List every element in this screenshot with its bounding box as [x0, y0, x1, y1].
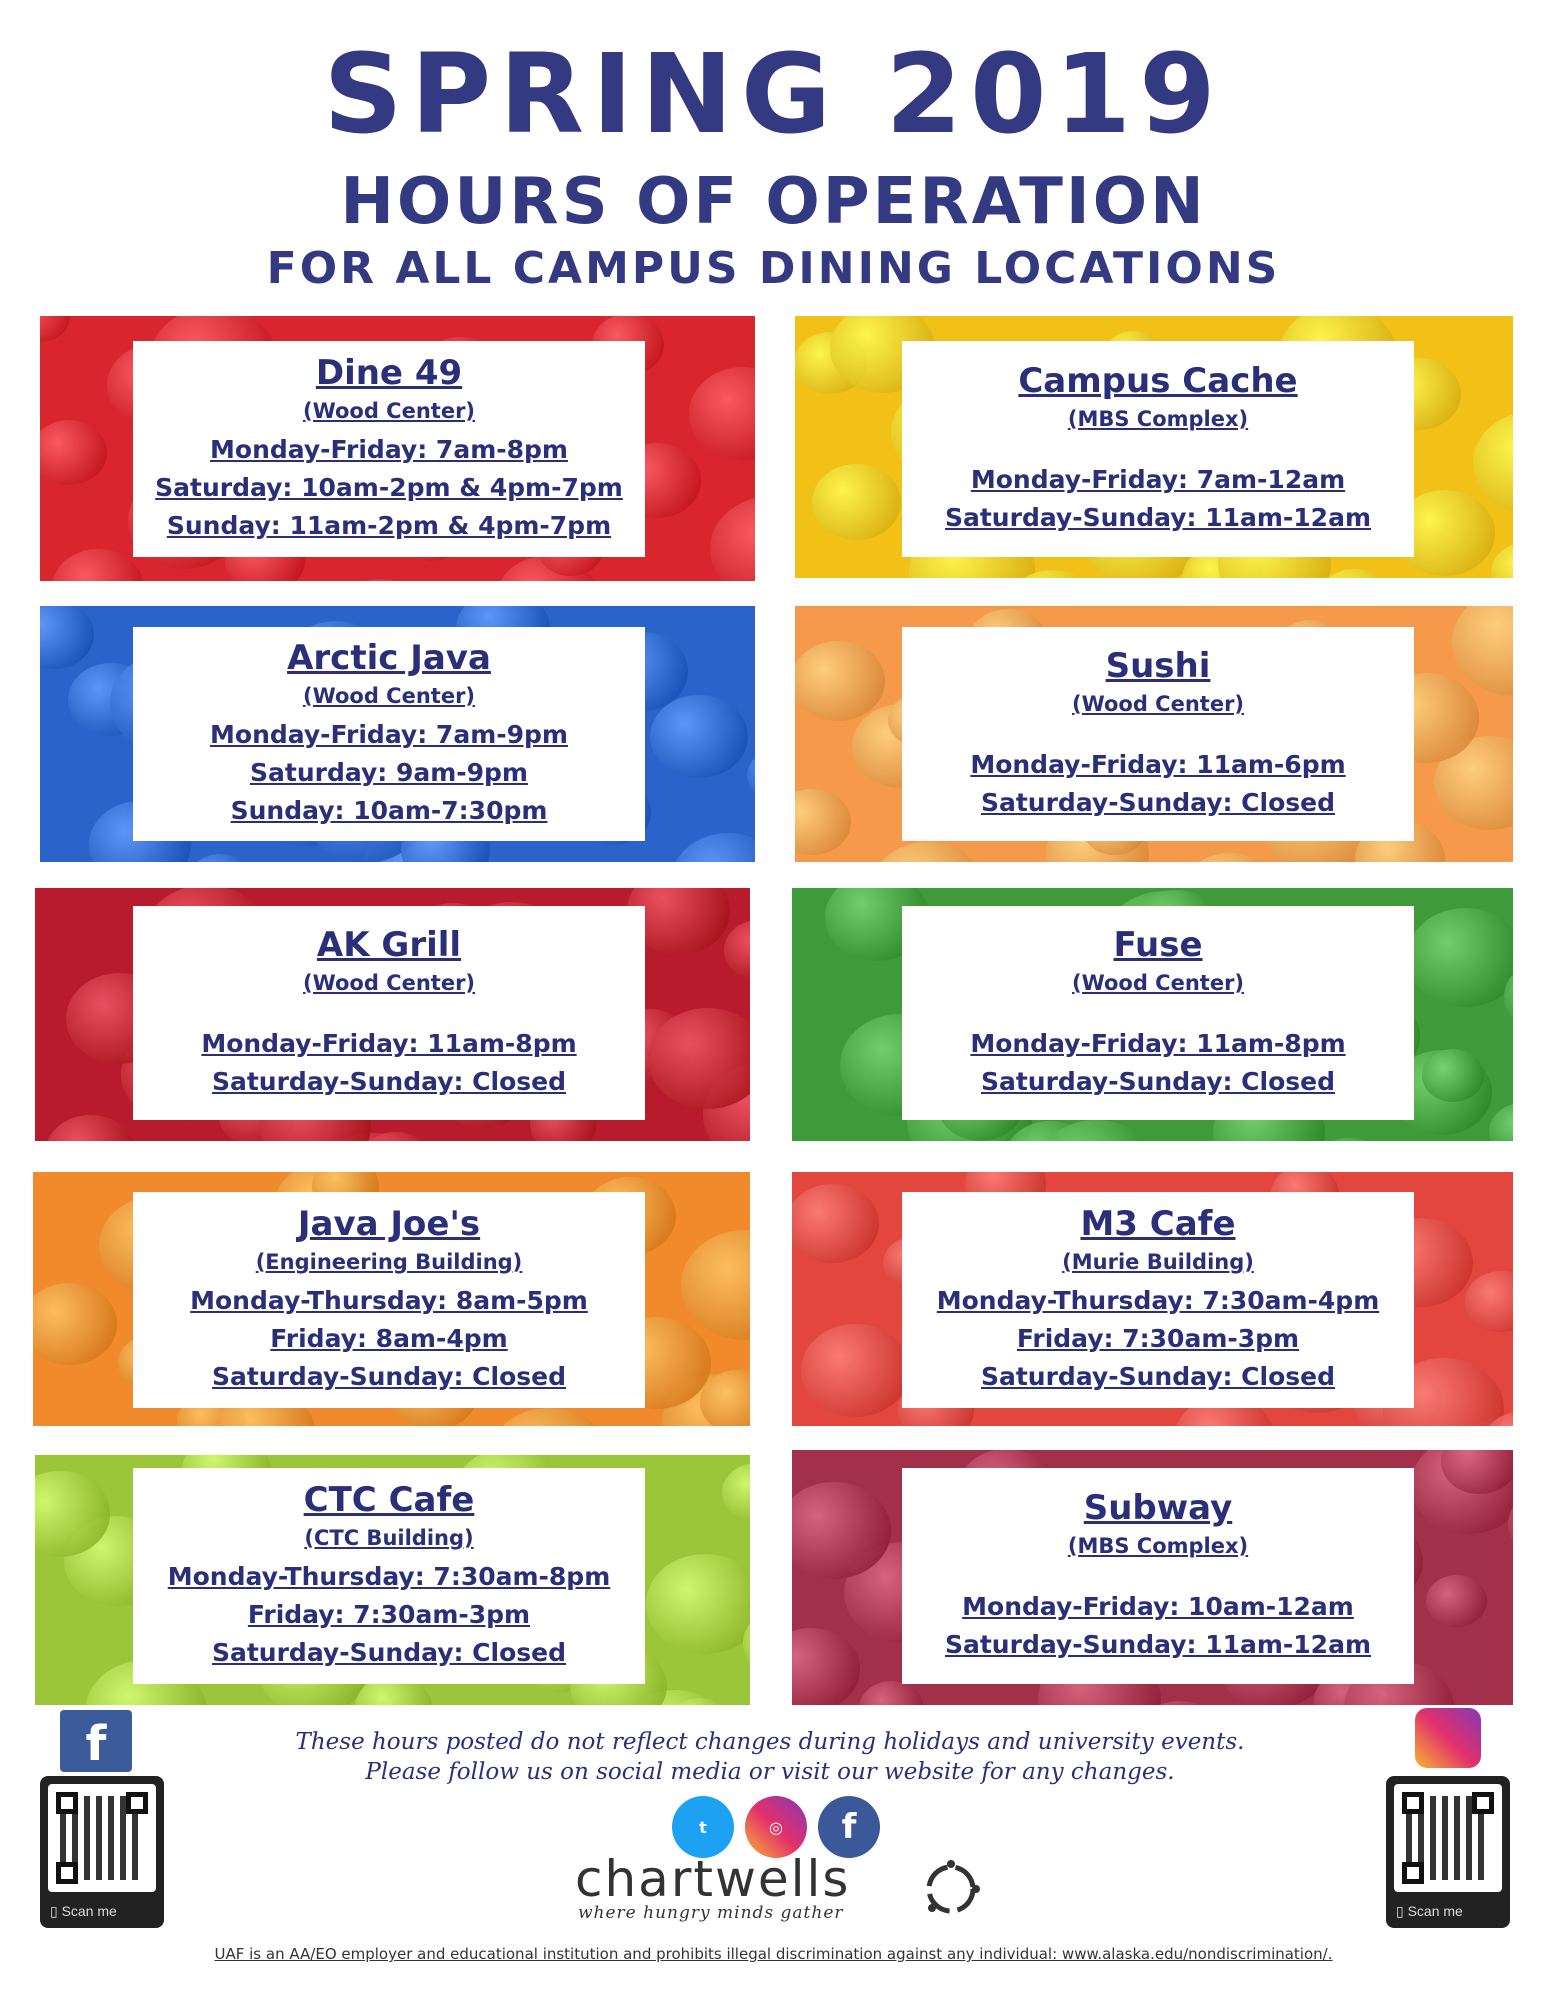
facebook-icon[interactable]: f — [818, 1796, 880, 1858]
location-hours: Saturday: 10am-2pm & 4pm-7pm — [155, 473, 623, 502]
fruit-texture — [1452, 606, 1513, 696]
location-name: AK Grill — [316, 925, 462, 965]
location-name: Dine 49 — [315, 353, 463, 393]
location-hours: Saturday-Sunday: Closed — [980, 1067, 1336, 1096]
note-line-1: These hours posted do not reflect changes during holidays and university events. — [295, 1729, 1245, 1755]
location-card — [133, 341, 645, 557]
fruit-texture — [1422, 1049, 1484, 1102]
location-name: M3 Cafe — [1080, 1204, 1236, 1244]
fruit-texture — [1407, 908, 1513, 1007]
location-building: (Wood Center) — [302, 971, 476, 995]
location-hours: Saturday-Sunday: Closed — [980, 1362, 1336, 1391]
fruit-texture — [795, 641, 885, 721]
location-building: (Wood Center) — [1071, 971, 1245, 995]
location-name: Java Joe's — [297, 1204, 481, 1244]
location-hours: Friday: 7:30am-3pm — [247, 1600, 531, 1629]
page-title: SPRING 2019 — [323, 30, 1224, 158]
location-card — [902, 1468, 1414, 1684]
location-hours: Monday-Friday: 7am-9pm — [210, 720, 568, 749]
location-hours: Friday: 8am-4pm — [270, 1324, 508, 1353]
location-card — [133, 1468, 645, 1684]
location-name: Fuse — [1113, 925, 1203, 965]
location-hours: Friday: 7:30am-3pm — [1016, 1324, 1300, 1353]
fruit-texture — [40, 420, 107, 485]
fruit-texture — [40, 316, 70, 342]
location-hours: Sunday: 11am-2pm & 4pm-7pm — [166, 511, 612, 540]
location-building: (MBS Complex) — [1067, 407, 1249, 431]
location-hours: Monday-Friday: 7am-8pm — [210, 435, 568, 464]
fruit-texture — [648, 1008, 750, 1109]
instagram-icon[interactable] — [1415, 1708, 1481, 1768]
location-building: (Wood Center) — [302, 684, 476, 708]
fruit-texture — [646, 1554, 750, 1654]
location-name: CTC Cafe — [303, 1480, 475, 1520]
fruit-texture — [859, 1681, 924, 1705]
fruit-texture — [795, 789, 851, 855]
location-hours: Saturday: 9am-9pm — [250, 758, 528, 787]
scan-me-label: ▯ Scan me — [50, 1903, 117, 1919]
location-building: (Wood Center) — [302, 399, 476, 423]
location-hours: Saturday-Sunday: Closed — [211, 1638, 567, 1667]
location-card — [902, 906, 1414, 1120]
location-building: (Murie Building) — [1062, 1250, 1254, 1274]
fruit-texture — [724, 920, 750, 980]
location-card — [133, 1192, 645, 1408]
location-hours: Monday-Friday: 11am-8pm — [201, 1029, 577, 1058]
location-hours: Saturday-Sunday: 11am-12am — [944, 1630, 1371, 1659]
fruit-texture — [186, 854, 255, 862]
fruit-texture — [40, 606, 94, 669]
fruit-texture — [322, 579, 439, 581]
fruit-texture — [812, 464, 901, 540]
qr-code-instagram[interactable] — [1386, 1776, 1510, 1928]
location-hours: Saturday-Sunday: Closed — [211, 1362, 567, 1391]
location-name: Campus Cache — [1018, 361, 1298, 401]
location-hours: Monday-Friday: 11am-6pm — [970, 750, 1346, 779]
fruit-texture — [1473, 411, 1513, 515]
page-subtitle: HOURS OF OPERATION — [340, 165, 1207, 239]
brand-logo-text: chartwells — [575, 1850, 851, 1908]
qr-code-facebook[interactable] — [40, 1776, 164, 1928]
brand-tagline: where hungry minds gather — [578, 1903, 844, 1923]
location-building: (MBS Complex) — [1067, 1534, 1249, 1558]
location-card — [133, 627, 645, 841]
location-hours: Monday-Friday: 10am-12am — [962, 1592, 1354, 1621]
location-building: (CTC Building) — [304, 1526, 474, 1550]
twitter-icon[interactable]: t — [672, 1796, 734, 1858]
disclaimer-note — [240, 1727, 1300, 1787]
fruit-texture — [45, 1115, 136, 1141]
fruit-texture — [747, 748, 755, 803]
fruit-texture — [722, 1463, 750, 1522]
location-hours: Monday-Friday: 7am-12am — [970, 465, 1346, 494]
location-name: Sushi — [1105, 646, 1211, 686]
fruit-texture — [671, 833, 755, 862]
location-name: Arctic Java — [287, 638, 491, 678]
location-building: (Wood Center) — [1071, 692, 1245, 716]
fruit-texture — [710, 496, 755, 581]
location-name: Subway — [1083, 1488, 1233, 1528]
location-hours: Sunday: 10am-7:30pm — [230, 796, 548, 825]
fruit-texture — [792, 1628, 860, 1705]
facebook-icon[interactable]: f — [60, 1710, 132, 1772]
location-hours: Saturday-Sunday: Closed — [980, 788, 1336, 817]
scan-me-label: ▯ Scan me — [1396, 1903, 1463, 1919]
location-card — [133, 906, 645, 1120]
location-hours: Monday-Thursday: 8am-5pm — [190, 1286, 588, 1315]
fruit-texture — [650, 695, 748, 778]
fruit-texture — [801, 1324, 910, 1417]
fruit-texture — [1179, 853, 1281, 862]
location-hours: Saturday-Sunday: Closed — [211, 1067, 567, 1096]
fruit-texture — [1426, 1575, 1487, 1627]
note-line-2: Please follow us on social media or visit our website for any changes. — [365, 1759, 1175, 1785]
instagram-icon[interactable]: ◎ — [745, 1796, 807, 1858]
fruit-texture — [33, 1283, 117, 1365]
page-subtitle-2: FOR ALL CAMPUS DINING LOCATIONS — [266, 243, 1281, 294]
fruit-texture — [52, 549, 144, 581]
chartwells-logo-icon — [920, 1858, 982, 1920]
location-hours: Monday-Friday: 11am-8pm — [970, 1029, 1346, 1058]
fruit-texture — [487, 1408, 612, 1426]
fruit-texture — [1491, 543, 1513, 578]
location-building: (Engineering Building) — [255, 1250, 523, 1274]
location-card — [902, 341, 1414, 557]
location-card — [902, 627, 1414, 841]
footer-disclaimer[interactable]: UAF is an AA/EO employer and educational institution and prohibits illegal discrimination against any individual: www.alaska.edu/nondiscrimination/. — [214, 1945, 1333, 1963]
fruit-texture — [792, 1184, 879, 1263]
location-hours: Monday-Thursday: 7:30am-4pm — [936, 1286, 1380, 1315]
fruit-texture — [681, 1230, 750, 1340]
location-card — [902, 1192, 1414, 1408]
location-hours: Monday-Thursday: 7:30am-8pm — [167, 1562, 611, 1591]
fruit-texture — [689, 367, 755, 460]
fruit-texture — [870, 842, 985, 862]
fruit-texture — [1489, 1103, 1513, 1141]
location-hours: Saturday-Sunday: 11am-12am — [944, 503, 1371, 532]
fruit-texture — [1465, 1271, 1513, 1332]
